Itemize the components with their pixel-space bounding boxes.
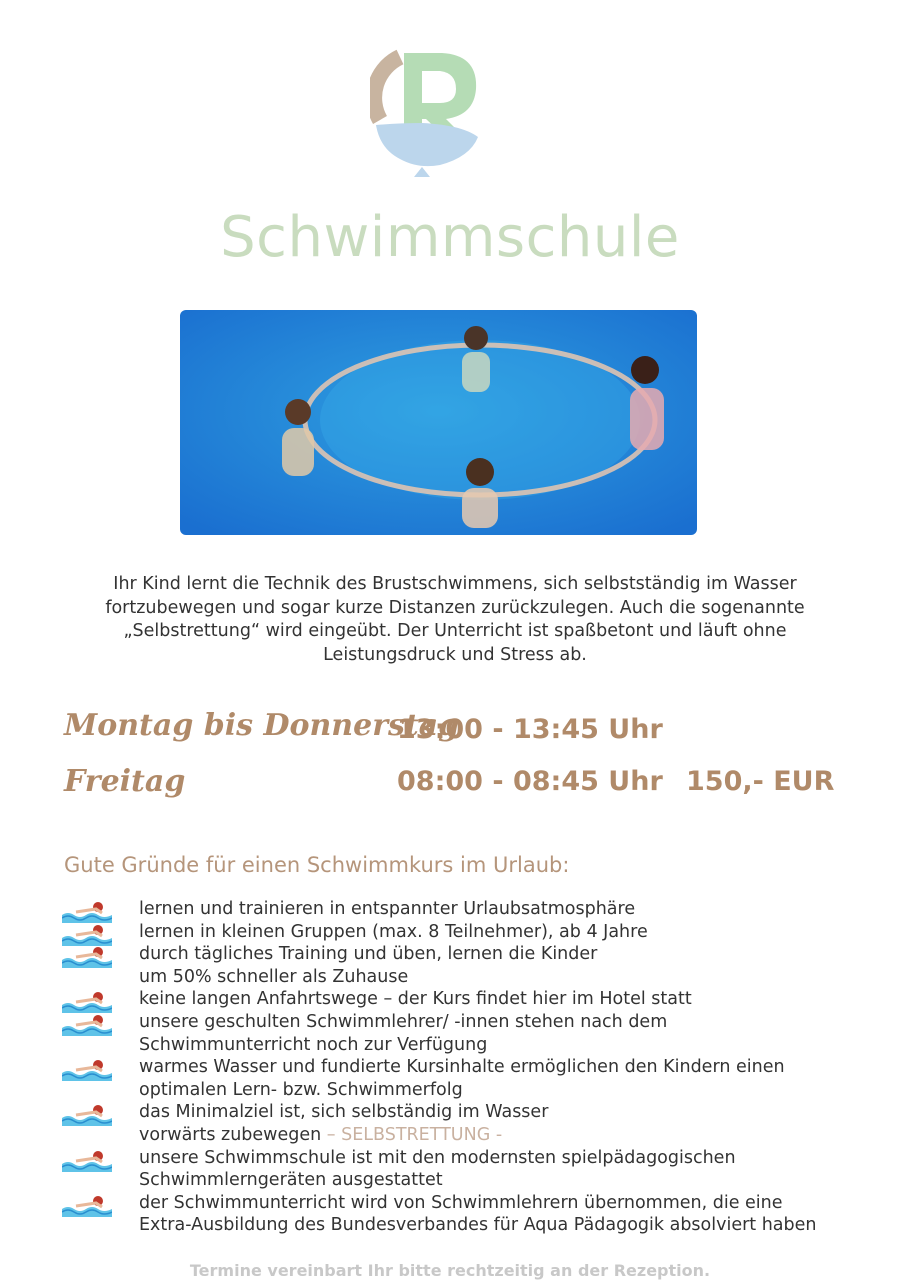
course-price: 150,- EUR: [686, 766, 835, 797]
schedule-time-mon-thu: 13:00 - 13:45 Uhr: [397, 714, 663, 745]
selbstrettung-accent: – SELBSTRETTUNG -: [321, 1124, 503, 1145]
schedule-time-friday: 08:00 - 08:45 Uhr: [397, 766, 663, 797]
intro-text: Ihr Kind lernt die Technik des Brustschwimmens, sich selbstständig im Wasser fortzubewegen und sogar kurze Distanzen zurückzulegen. Auch die sogenannte „Selbstrettung“ wird eingeübt. Der Unterricht ist spaßbetont und läuft ohne Leistungsdruck und Stress ab.: [105, 574, 805, 665]
list-item: unsere geschulten Schwimmlehrer/ -innen stehen nach dem: [62, 1011, 862, 1034]
list-item: der Schwimmunterricht wird von Schwimmlehrern übernommen, die eine: [62, 1192, 862, 1215]
reasons-heading: Gute Gründe für einen Schwimmkurs im Urlaub:: [64, 853, 570, 877]
page-title: Schwimmschule: [220, 205, 680, 270]
list-item: Schwimmlerngeräten ausgestattet: [139, 1170, 443, 1191]
list-item: lernen und trainieren in entspannter Urlaubsatmosphäre: [62, 898, 862, 921]
list-item: unsere Schwimmschule ist mit den modernsten spielpädagogischen: [62, 1147, 862, 1170]
reasons-list: [62, 898, 862, 1237]
footer-note: Termine vereinbart Ihr bitte rechtzeitig an der Rezeption.: [189, 1261, 711, 1280]
list-item: vorwärts zubewegen – SELBSTRETTUNG -: [139, 1124, 503, 1145]
hotel-logo: [370, 45, 490, 180]
schedule-day-friday: Freitag: [64, 764, 186, 799]
list-item: durch tägliches Training und üben, lernen die Kinder: [62, 943, 862, 966]
list-item: keine langen Anfahrtswege – der Kurs findet hier im Hotel statt: [62, 988, 862, 1011]
pool-photo: [180, 310, 697, 535]
schedule-day-mon-thu: Montag bis Donnerstag: [64, 708, 460, 743]
list-item: warmes Wasser und fundierte Kursinhalte ermöglichen den Kindern einen: [62, 1056, 862, 1079]
list-item: lernen in kleinen Gruppen (max. 8 Teilnehmer), ab 4 Jahre: [62, 921, 862, 944]
list-item: Schwimmunterricht noch zur Verfügung: [139, 1034, 488, 1055]
list-item: Extra-Ausbildung des Bundesverbandes für Aqua Pädagogik absolviert haben: [139, 1215, 817, 1236]
list-item: das Minimalziel ist, sich selbständig im Wasser: [62, 1101, 862, 1124]
list-item: um 50% schneller als Zuhause: [139, 966, 409, 987]
list-item: optimalen Lern- bzw. Schwimmerfolg: [139, 1079, 463, 1100]
